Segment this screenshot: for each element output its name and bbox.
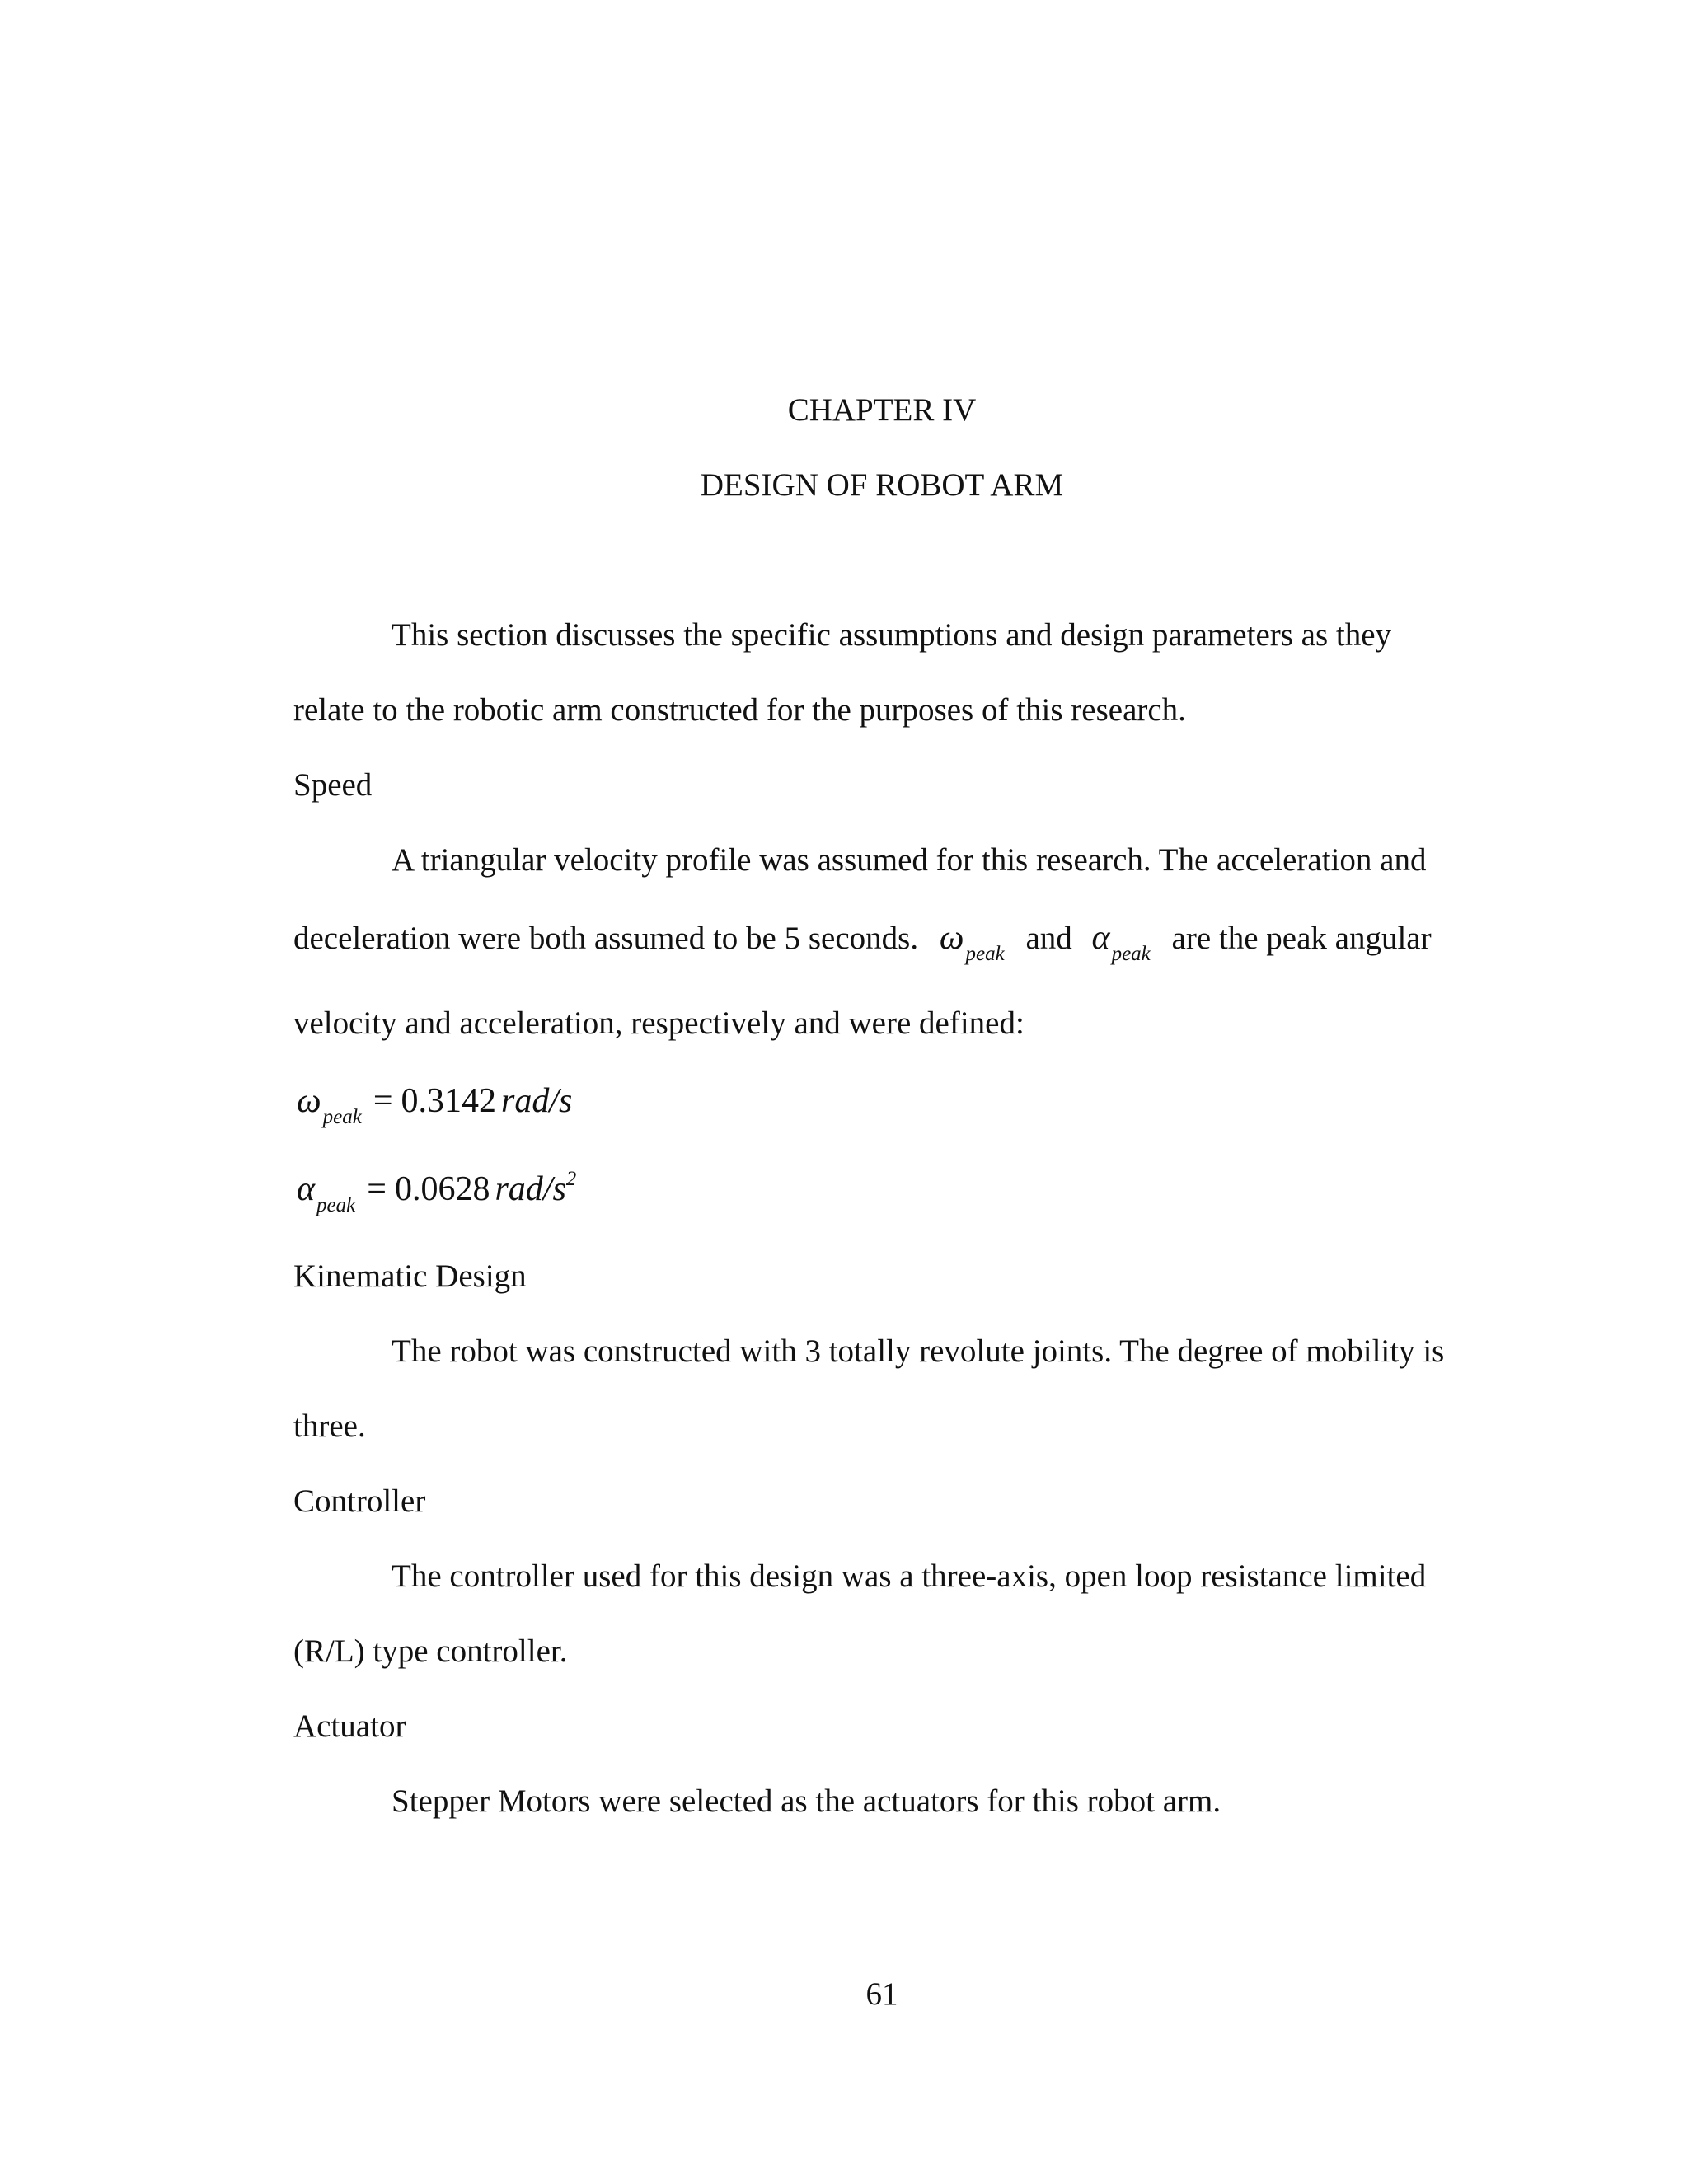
controller-paragraph-line-1: The controller used for this design was a three-axis, open loop resistance limited bbox=[392, 1558, 1427, 1594]
section-heading-actuator: Actuator bbox=[293, 1708, 406, 1744]
and-word: and bbox=[1025, 921, 1072, 956]
omega-peak-value: 0.3142 bbox=[401, 1082, 497, 1120]
equation-omega-peak bbox=[297, 1081, 572, 1126]
alpha-peak-unit-exponent: 2 bbox=[565, 1168, 577, 1190]
section-heading-kinematic-design: Kinematic Design bbox=[293, 1258, 527, 1294]
omega-symbol: ω bbox=[297, 1082, 321, 1120]
controller-paragraph-line-2: (R/L) type controller. bbox=[293, 1633, 568, 1669]
kinematic-paragraph-line-2: three. bbox=[293, 1408, 366, 1444]
omega-peak-symbol: $\omega_{peak}$ bbox=[939, 919, 1005, 965]
alpha-symbol: α bbox=[297, 1170, 316, 1208]
omega-peak-unit: rad/s bbox=[501, 1082, 573, 1120]
speed-paragraph-line-2 bbox=[293, 918, 1432, 963]
speed-line-2-prefix: deceleration were both assumed to be 5 seconds. bbox=[293, 921, 919, 956]
alpha-peak-subscript: peak bbox=[316, 1194, 356, 1216]
omega-peak-subscript: peak bbox=[322, 1106, 362, 1128]
speed-line-2-suffix: are the peak angular bbox=[1171, 921, 1432, 956]
alpha-peak-value: 0.0628 bbox=[394, 1170, 490, 1208]
page-number: 61 bbox=[865, 1976, 898, 2012]
speed-paragraph-line-3: velocity and acceleration, respectively and were defined: bbox=[293, 1005, 1025, 1041]
speed-paragraph-line-1: A triangular velocity profile was assumed for this research. The acceleration and bbox=[392, 842, 1427, 878]
kinematic-paragraph-line-1: The robot was constructed with 3 totally revolute joints. The degree of mobility is bbox=[392, 1333, 1445, 1369]
intro-paragraph-line-2: relate to the robotic arm constructed for the purposes of this research. bbox=[293, 692, 1186, 728]
alpha-peak-symbol: $\alpha_{peak}$ bbox=[1091, 919, 1151, 965]
equals-sign: = bbox=[373, 1082, 393, 1120]
equals-sign: = bbox=[367, 1170, 387, 1208]
intro-paragraph-line-1: This section discusses the specific assumptions and design parameters as they bbox=[392, 617, 1392, 653]
actuator-paragraph-line-1: Stepper Motors were selected as the actuators for this robot arm. bbox=[392, 1783, 1221, 1819]
chapter-title: DESIGN OF ROBOT ARM bbox=[700, 467, 1064, 503]
section-heading-speed: Speed bbox=[293, 767, 373, 803]
equation-alpha-peak bbox=[297, 1169, 576, 1214]
chapter-number: CHAPTER IV bbox=[787, 392, 977, 428]
section-heading-controller: Controller bbox=[293, 1483, 426, 1519]
alpha-peak-unit: rad/s bbox=[495, 1170, 566, 1208]
